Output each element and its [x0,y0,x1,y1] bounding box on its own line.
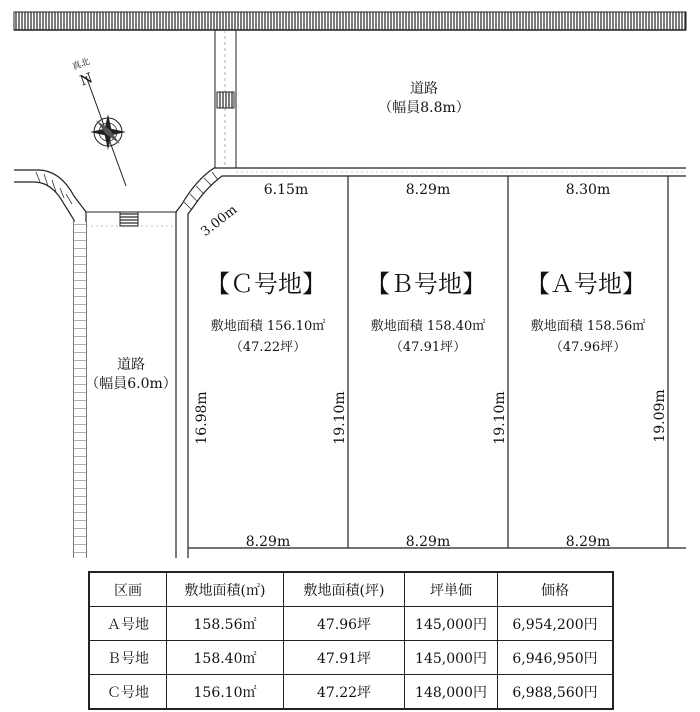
north-road-width: （幅員8.8m） [378,100,470,116]
table-row [89,675,613,710]
lot-b-title: 【Ｂ号地】 [366,270,486,298]
lot-c-tsubo: （47.22坪） [229,340,307,355]
lot-c-top-dimension: 6.15m [263,182,309,198]
compass-letter: N [77,70,95,90]
lot-c-title: 【Ｃ号地】 [206,270,326,298]
lot-a-area: 敷地面積 158.56㎡ [530,319,646,334]
lot-b-top-dimension: 8.29m [405,182,451,198]
lot-a-tsubo: （47.96坪） [549,340,627,355]
lot-a-bottom-dimension: 8.29m [565,534,611,550]
lot-boundaries [188,176,686,548]
compass-label: 真北 [70,57,92,73]
cell-price: 6,946,950円 [498,641,614,675]
lot-a-top-dimension: 8.30m [565,182,611,198]
header-area-tsubo: 敷地面積(坪) [284,572,405,607]
lot-b-area: 敷地面積 158.40㎡ [370,319,486,334]
crossing-grate [120,212,138,226]
header-area-sqm: 敷地面積(㎡) [167,572,284,607]
cell-area-sqm: 158.56㎡ [167,607,284,641]
cell-area-sqm: 156.10㎡ [167,675,284,710]
north-road-name: 道路 [410,81,438,97]
west-road-name: 道路 [117,357,145,373]
lot-a-right-dimension: 19.09m [652,389,668,443]
price-table [88,571,614,710]
drain-grate [217,92,234,108]
cell-area-tsubo: 47.22坪 [284,675,405,710]
cell-area-sqm: 158.40㎡ [167,641,284,675]
drain-channel [215,30,236,168]
lot-b-bottom-dimension: 8.29m [405,534,451,550]
cell-unit-price: 145,000円 [405,607,498,641]
cell-area-tsubo: 47.91坪 [284,641,405,675]
header-price: 価格 [498,572,614,607]
header-unit-price: 坪単価 [405,572,498,607]
north-curb-band [14,12,686,30]
lot-c-right-dimension: 19.10m [332,391,348,445]
cell-lot: Ａ号地 [89,607,167,641]
table-header-row [89,572,613,607]
lot-c-area: 敷地面積 156.10㎡ [210,319,326,334]
west-curb [14,170,86,558]
corner-cut-dimension: 3.00m [198,202,241,240]
north-arrow-icon [70,55,126,186]
lot-b-right-dimension: 19.10m [492,391,508,445]
cell-unit-price: 148,000円 [405,675,498,710]
cell-price: 6,988,560円 [498,675,614,710]
cell-lot: Ｃ号地 [89,675,167,710]
cell-lot: Ｂ号地 [89,641,167,675]
lot-a-title: 【Ａ号地】 [526,270,646,298]
lot-b-tsubo: （47.91坪） [389,340,467,355]
lot-c-left-dimension: 16.98m [194,391,210,445]
west-road-width: （幅員6.0m） [85,376,177,392]
cell-price: 6,954,200円 [498,607,614,641]
lot-c-bottom-dimension: 8.29m [245,534,291,550]
cell-area-tsubo: 47.96坪 [284,607,405,641]
table-row [89,641,613,675]
header-lot: 区画 [89,572,167,607]
table-row [89,607,613,641]
cell-unit-price: 145,000円 [405,641,498,675]
